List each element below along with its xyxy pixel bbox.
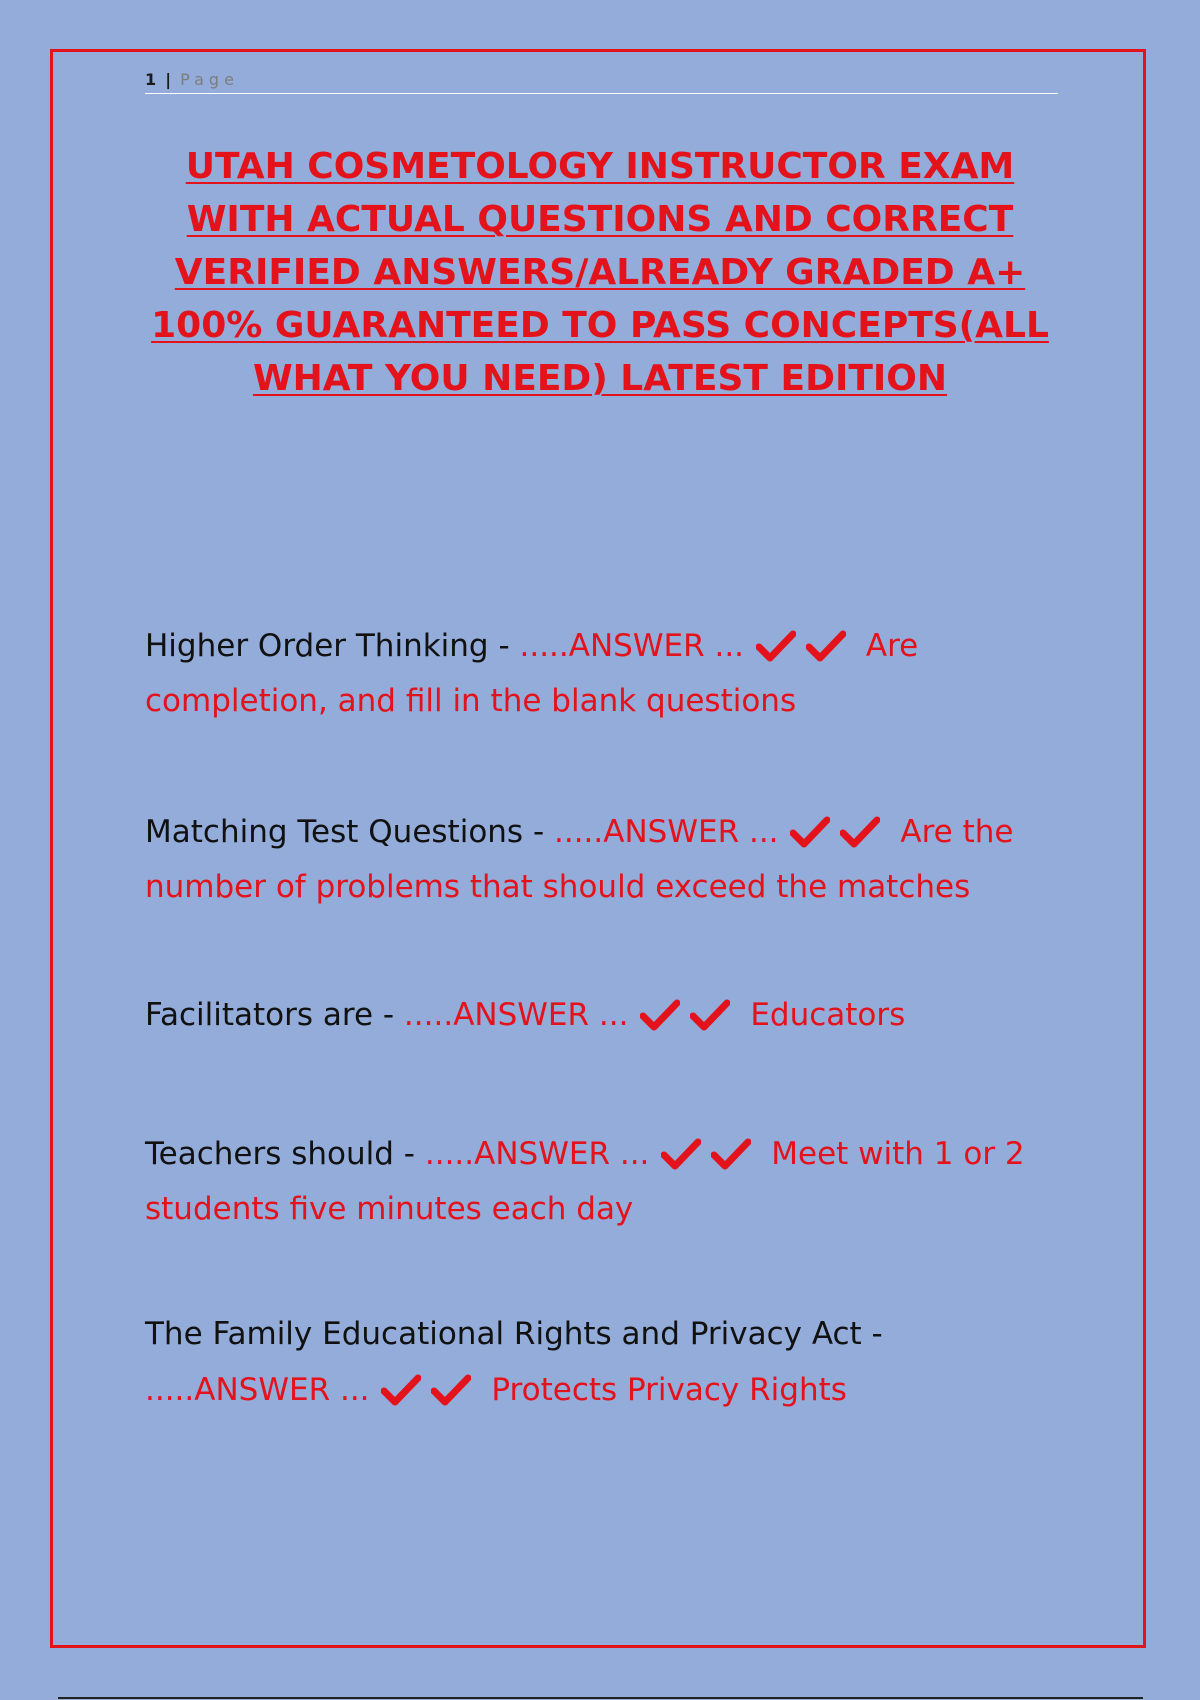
question-text: Matching Test Questions - [145, 814, 554, 850]
checkmark-icon [381, 1374, 421, 1406]
double-check [381, 1368, 481, 1424]
answer-text: Are completion, and fill in the blank questions [145, 628, 919, 719]
page-label: Page [180, 70, 239, 89]
checkmark-icon [756, 630, 796, 662]
bottom-divider [58, 1697, 1143, 1699]
qa-item [145, 1130, 1060, 1234]
double-check [756, 628, 856, 677]
answer-prefix: .....ANSWER ... [424, 1136, 650, 1172]
answer-text: Educators [750, 997, 906, 1033]
answer-prefix: .....ANSWER ... [553, 814, 779, 850]
checkmark-icon [640, 999, 680, 1031]
qa-item [145, 622, 1060, 726]
checkmark-icon [840, 816, 880, 848]
answer-prefix: .....ANSWER ... [403, 997, 629, 1033]
checkmark-icon [711, 1138, 751, 1170]
double-check [640, 997, 740, 1046]
answer-text: Meet with 1 or 2 students five minutes each day [145, 1136, 1025, 1227]
qa-item [145, 1306, 1060, 1424]
page-number: 1 [145, 70, 157, 89]
answer-prefix: .....ANSWER ... [519, 628, 745, 664]
checkmark-icon [690, 999, 730, 1031]
answer-text: Are the number of problems that should exceed the matches [145, 814, 1014, 905]
double-check [661, 1136, 761, 1185]
question-text: Facilitators are - [145, 997, 404, 1033]
document-title: UTAH COSMETOLOGY INSTRUCTOR EXAM WITH ACTUAL QUESTIONS AND CORRECT VERIFIED ANSWERS/ALREADY GRADED A+ 100% GUARANTEED TO PASS CONCEPTS(ALL WHAT YOU NEED) LATEST EDITION [151, 146, 1049, 399]
checkmark-icon [431, 1374, 471, 1406]
qa-item [145, 991, 1060, 1046]
checkmark-icon [790, 816, 830, 848]
question-text: Higher Order Thinking - [145, 628, 520, 664]
answer-text: Protects Privacy Rights [491, 1372, 847, 1408]
qa-item [145, 808, 1060, 912]
checkmark-icon [661, 1138, 701, 1170]
double-check [790, 814, 890, 863]
answer-prefix: .....ANSWER ... [145, 1372, 370, 1408]
question-text: Teachers should - [145, 1136, 425, 1172]
checkmark-icon [806, 630, 846, 662]
question-text: The Family Educational Rights and Privacy Act - [145, 1316, 883, 1352]
page-separator: | [165, 70, 172, 89]
page-header [145, 70, 1058, 94]
